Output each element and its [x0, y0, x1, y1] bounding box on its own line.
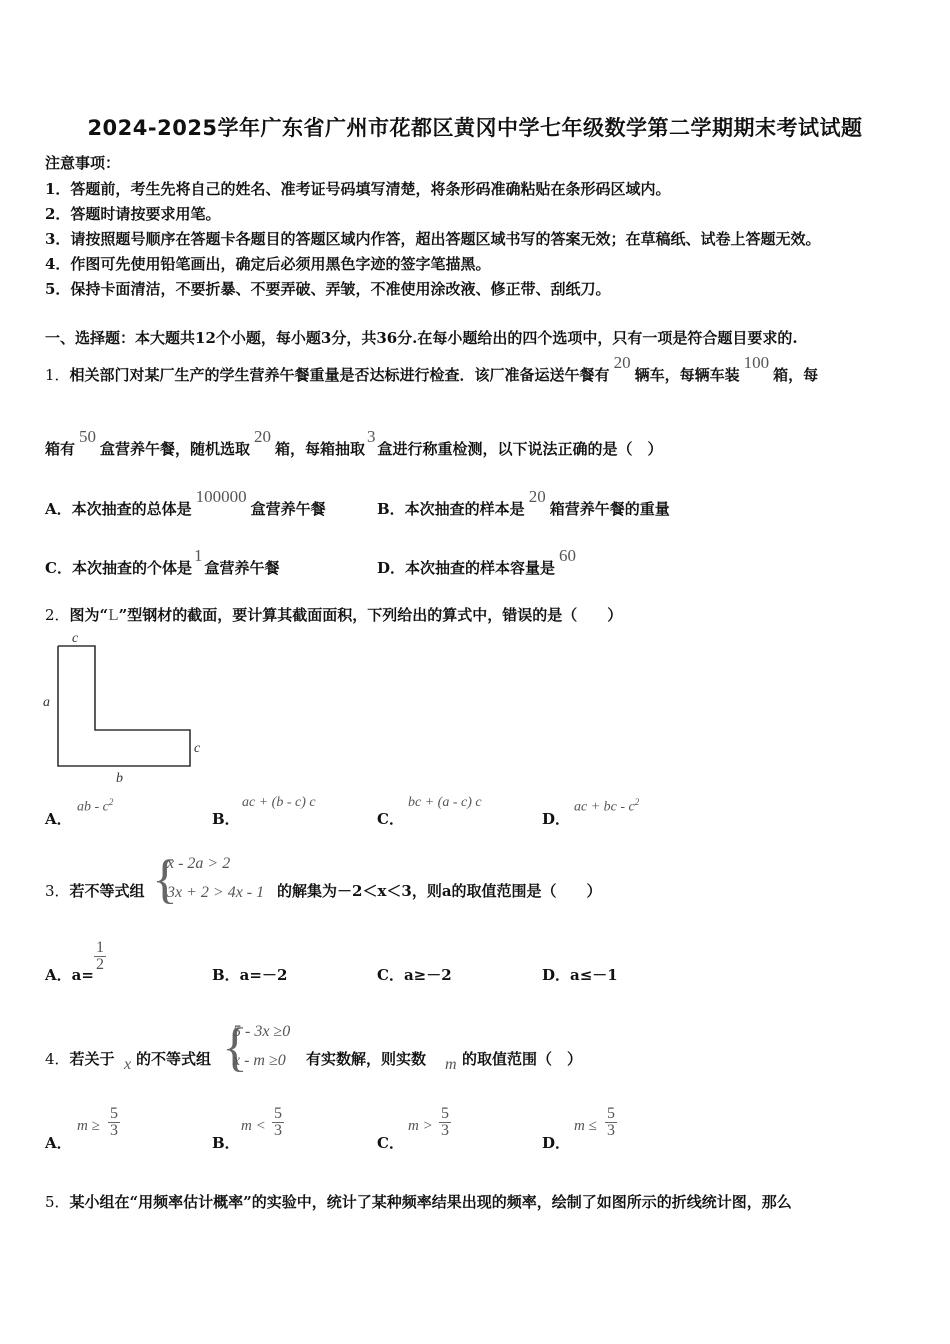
- q3-option-c[interactable]: C．a≥－2: [377, 966, 452, 984]
- q3-stem-2: 的解集为－2＜x＜3，则a的取值范围是（ ）: [277, 882, 602, 900]
- label-a: a: [43, 695, 50, 710]
- q2-option-a-expr-text: ab - c: [77, 799, 109, 815]
- q3-text-1: 若不等式组: [69, 882, 145, 900]
- q3-option-a-fraction: [94, 940, 106, 973]
- q3-brace: {: [152, 849, 178, 909]
- label-b: b: [116, 771, 123, 786]
- q4-var-m: m: [445, 1056, 457, 1073]
- q4-var-x: x: [124, 1056, 132, 1073]
- q4-text-4: 的取值范围（ ）: [462, 1050, 583, 1068]
- q4-option-a-fraction: [108, 1106, 120, 1139]
- l-shape-figure: [38, 628, 213, 788]
- q1-value-cars: 20: [613, 353, 631, 372]
- q1-value-per-box: 50: [79, 427, 97, 446]
- q1-option-a[interactable]: [45, 487, 326, 519]
- q1-text-7: 盒进行称重检测，以下说法正确的是（ ）: [377, 440, 663, 458]
- q2-option-a-expr: [77, 797, 113, 816]
- q2-stem: [45, 604, 622, 625]
- q4-option-c-den: 3: [441, 1122, 449, 1139]
- q1-option-c-label: C．本次抽查的个体是: [45, 559, 192, 577]
- q4-option-a-expr: m ≥: [77, 1118, 100, 1134]
- q4-option-c[interactable]: [377, 1132, 404, 1153]
- q1-text-5: 盒营养午餐，随机选取: [100, 440, 251, 458]
- q4-brace: {: [222, 1017, 248, 1077]
- q4-option-c-num: 5: [441, 1105, 449, 1122]
- q1-text-6: 箱，每箱抽取: [275, 440, 366, 458]
- notice-item-1: 1．答题前，考生先将自己的姓名、准考证号码填写清楚，将条形码准确粘贴在条形码区域内。: [45, 180, 671, 198]
- q2-option-a-sup: 2: [108, 797, 114, 807]
- q4-option-a-den: 3: [110, 1122, 118, 1139]
- label-c-right: c: [194, 741, 201, 756]
- q2-option-d-sup: 2: [634, 797, 640, 807]
- q4-option-c-expr: m >: [408, 1118, 433, 1134]
- q1-text-2: 辆车，每辆车装: [634, 366, 740, 384]
- q1-number: 1．: [45, 366, 70, 384]
- q1-value-selected: 20: [254, 427, 272, 446]
- q1-value-sampled: 3: [367, 427, 376, 446]
- q2-number: 2．: [45, 606, 70, 624]
- q4-option-d-expr: m ≤: [574, 1118, 597, 1134]
- q5-number: 5．: [45, 1193, 70, 1211]
- q4-option-b-label: B．: [212, 1134, 240, 1152]
- q2-option-b[interactable]: [212, 808, 240, 829]
- q4-option-d-den: 3: [607, 1122, 615, 1139]
- q4-option-d-label: D．: [542, 1134, 571, 1152]
- notice-heading: 注意事项：: [45, 154, 121, 172]
- q2-shape-letter: L: [108, 605, 119, 624]
- section-heading: 一、选择题：本大题共12个小题，每小题3分，共36分.在每小题给出的四个选项中，只有一项是符合题目要求的.: [45, 329, 798, 347]
- q4-option-a-num: 5: [110, 1105, 118, 1122]
- q4-text-1: 若关于: [69, 1050, 115, 1068]
- q4-text-3: 有实数解，则实数: [306, 1050, 427, 1068]
- q3-stem-1: [45, 880, 145, 901]
- q1-text-4: 箱有: [45, 440, 76, 458]
- q1-text-1: 相关部门对某厂生产的学生营养午餐重量是否达标进行检查．该厂准备运送午餐有: [69, 366, 610, 384]
- q2-option-c-expr: bc + (a - c) c: [408, 795, 482, 810]
- q4-option-c-label: C．: [377, 1134, 404, 1152]
- q4-option-d[interactable]: [542, 1132, 570, 1153]
- q4-number: 4．: [45, 1050, 70, 1068]
- q2-option-d-label: D．: [542, 810, 571, 828]
- notice-item-2: 2．答题时请按要求用笔。: [45, 205, 221, 223]
- q1-option-c-tail: 盒营养午餐: [204, 559, 280, 577]
- q1-option-d-label: D．本次抽查的样本容量是: [377, 559, 556, 577]
- q4-text-2: 的不等式组: [136, 1050, 212, 1068]
- q5-text: 某小组在“用频率估计概率”的实验中，统计了某种频率结果出现的频率，绘制了如图所示的折线统计图，那么: [69, 1193, 792, 1211]
- q4-option-b[interactable]: [212, 1132, 240, 1153]
- q2-option-a[interactable]: [45, 808, 72, 829]
- q1-option-b-value: 20: [528, 487, 546, 506]
- q2-option-d[interactable]: [542, 808, 570, 829]
- l-shape-outline: [58, 646, 190, 766]
- notice-item-5: 5．保持卡面清洁，不要折暴、不要弄破、弄皱，不准使用涂改液、修正带、刮纸刀。: [45, 280, 611, 298]
- q3-inequality-1: x - 2a > 2: [167, 855, 231, 872]
- q1-option-b-label: B．本次抽查的样本是: [377, 500, 525, 518]
- q3-option-a-denominator: 2: [96, 956, 104, 973]
- q4-option-a-label: A．: [45, 1134, 72, 1152]
- q3-option-b[interactable]: B．a=－2: [212, 966, 288, 984]
- q3-option-d[interactable]: D．a≤－1: [542, 966, 618, 984]
- q4-option-b-fraction: [272, 1106, 284, 1139]
- q1-text-3: 箱，每: [773, 366, 819, 384]
- q3-inequality-2: 3x + 2 > 4x - 1: [167, 884, 265, 901]
- notice-item-3: 3．请按照题号顺序在答题卡各题目的答题区域内作答，超出答题区域书写的答案无效；在草稿纸、试卷上答题无效。: [45, 230, 821, 248]
- q3-option-a-label: A．a=: [45, 966, 94, 984]
- q2-option-d-expr: [574, 797, 639, 816]
- q4-inequality-1: 5 - 3x ≥0: [233, 1023, 291, 1040]
- q1-option-c-value: 1: [193, 546, 203, 565]
- q1-line1: [45, 353, 819, 385]
- q4-stem-1: [45, 1048, 115, 1069]
- q2-option-b-label: B．: [212, 810, 240, 828]
- q2-option-c[interactable]: [377, 808, 404, 829]
- q2-option-a-label: A．: [45, 810, 72, 828]
- q2-option-c-label: C．: [377, 810, 404, 828]
- q1-option-a-tail: 盒营养午餐: [250, 500, 326, 518]
- q4-option-a[interactable]: [45, 1132, 72, 1153]
- page-title: 2024-2025学年广东省广州市花都区黄冈中学七年级数学第二学期期末考试试题: [87, 116, 863, 140]
- q2-option-b-expr: ac + (b - c) c: [242, 795, 316, 810]
- q4-option-b-num: 5: [274, 1105, 282, 1122]
- q4-inequality-2: x - m ≥0: [233, 1052, 286, 1069]
- q4-option-d-num: 5: [607, 1105, 615, 1122]
- q1-option-a-label: A．本次抽查的总体是: [45, 500, 192, 518]
- notice-item-4: 4．作图可先使用铅笔画出，确定后必须用黑色字迹的签字笔描黑。: [45, 255, 491, 273]
- q4-option-b-expr: m <: [241, 1118, 266, 1134]
- q1-value-boxes: 100: [743, 353, 770, 372]
- q4-option-b-den: 3: [274, 1122, 282, 1139]
- q3-option-a-numerator: 1: [96, 939, 104, 956]
- q5-stem: [45, 1191, 792, 1212]
- q1-option-c[interactable]: [45, 546, 280, 578]
- q1-option-d[interactable]: [377, 546, 580, 578]
- q2-text-1: 图为“: [69, 606, 109, 624]
- label-c-top: c: [72, 631, 79, 646]
- q1-option-b[interactable]: [377, 487, 670, 519]
- q1-option-b-tail: 箱营养午餐的重量: [549, 500, 670, 518]
- q3-option-a[interactable]: [45, 964, 94, 985]
- q1-option-d-value: 60: [559, 546, 577, 565]
- q2-text-2: ”型钢材的截面，要计算其截面面积，下列给出的算式中，错误的是（ ）: [118, 606, 623, 624]
- q2-option-d-expr-text: ac + bc - c: [574, 799, 635, 815]
- q1-line2: [45, 427, 663, 459]
- q1-option-a-value: 100000: [195, 487, 247, 506]
- q4-option-c-fraction: [439, 1106, 451, 1139]
- q3-number: 3．: [45, 882, 70, 900]
- q4-option-d-fraction: [605, 1106, 617, 1139]
